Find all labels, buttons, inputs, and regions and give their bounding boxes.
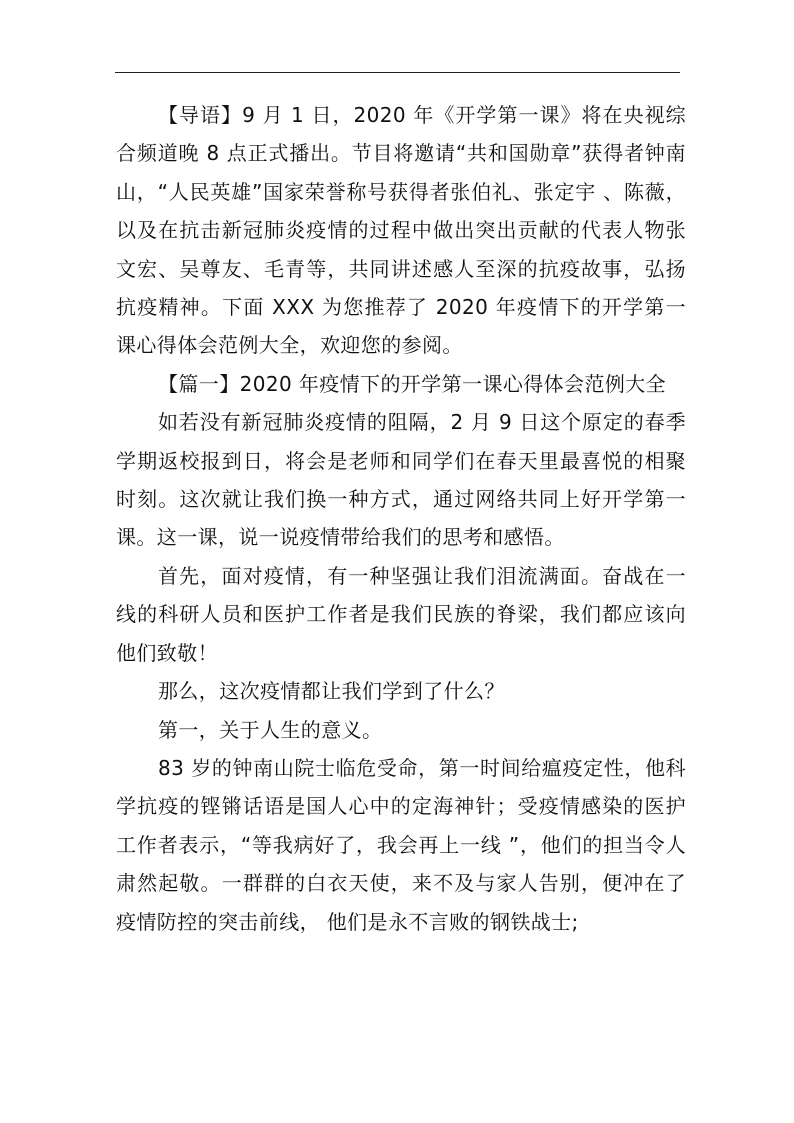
document-body [116, 96, 686, 941]
paragraph-intro: 【导语】9 月 1 日，2020 年《开学第一课》将在央视综合频道晚 8 点正式播出。节目将邀请“共和国勋章”获得者钟南山，“人民英雄”国家荣誉称号获得者张伯礼、张定宇 、陈薇，以及在抗击新冠肺炎疫情的过程中做出突出贡献的代表人物张文宏、吴尊友、毛青等，共同讲述感人至深的抗疫故事，弘扬抗疫精神。下面 XXX 为您推荐了 2020 年疫情下的开学第一课心得体会范例大全，欢迎您的参阅。 [116, 103, 686, 358]
paragraph-first: 首先，面对疫情，有一种坚强让我们泪流满面。奋战在一线的科研人员和医护工作者是我们民族的脊梁，我们都应该向他们致敬！ [116, 563, 686, 665]
paragraph-point-one: 第一，关于人生的意义。 [158, 717, 383, 742]
paragraph-question: 那么，这次疫情都让我们学到了什么？ [158, 679, 505, 704]
paragraph-opening: 如若没有新冠肺炎疫情的阻隔，2 月 9 日这个原定的春季学期返校报到日，将会是老师和同学们在春天里最喜悦的相聚时刻。这次就让我们换一种方式，通过网络共同上好开学第一课。这一课，说一说疫情带给我们的思考和感悟。 [116, 410, 686, 550]
section-heading: 【篇一】2020 年疫情下的开学第一课心得体会范例大全 [158, 371, 667, 396]
paragraph-zhong-nanshan: 83 岁的钟南山院士临危受命，第一时间给瘟疫定性，他科学抗疫的铿锵话语是国人心中的定海神针；受疫情感染的医护工作者表示，“等我病好了，我会再上一线 ”，他们的担当令人肃然起敬。一群群的白衣天使，来不及与家人告别，便冲在了疫情防控的突击前线， 他们是永不言败的钢铁战士; [116, 755, 686, 934]
header-rule [115, 72, 680, 73]
